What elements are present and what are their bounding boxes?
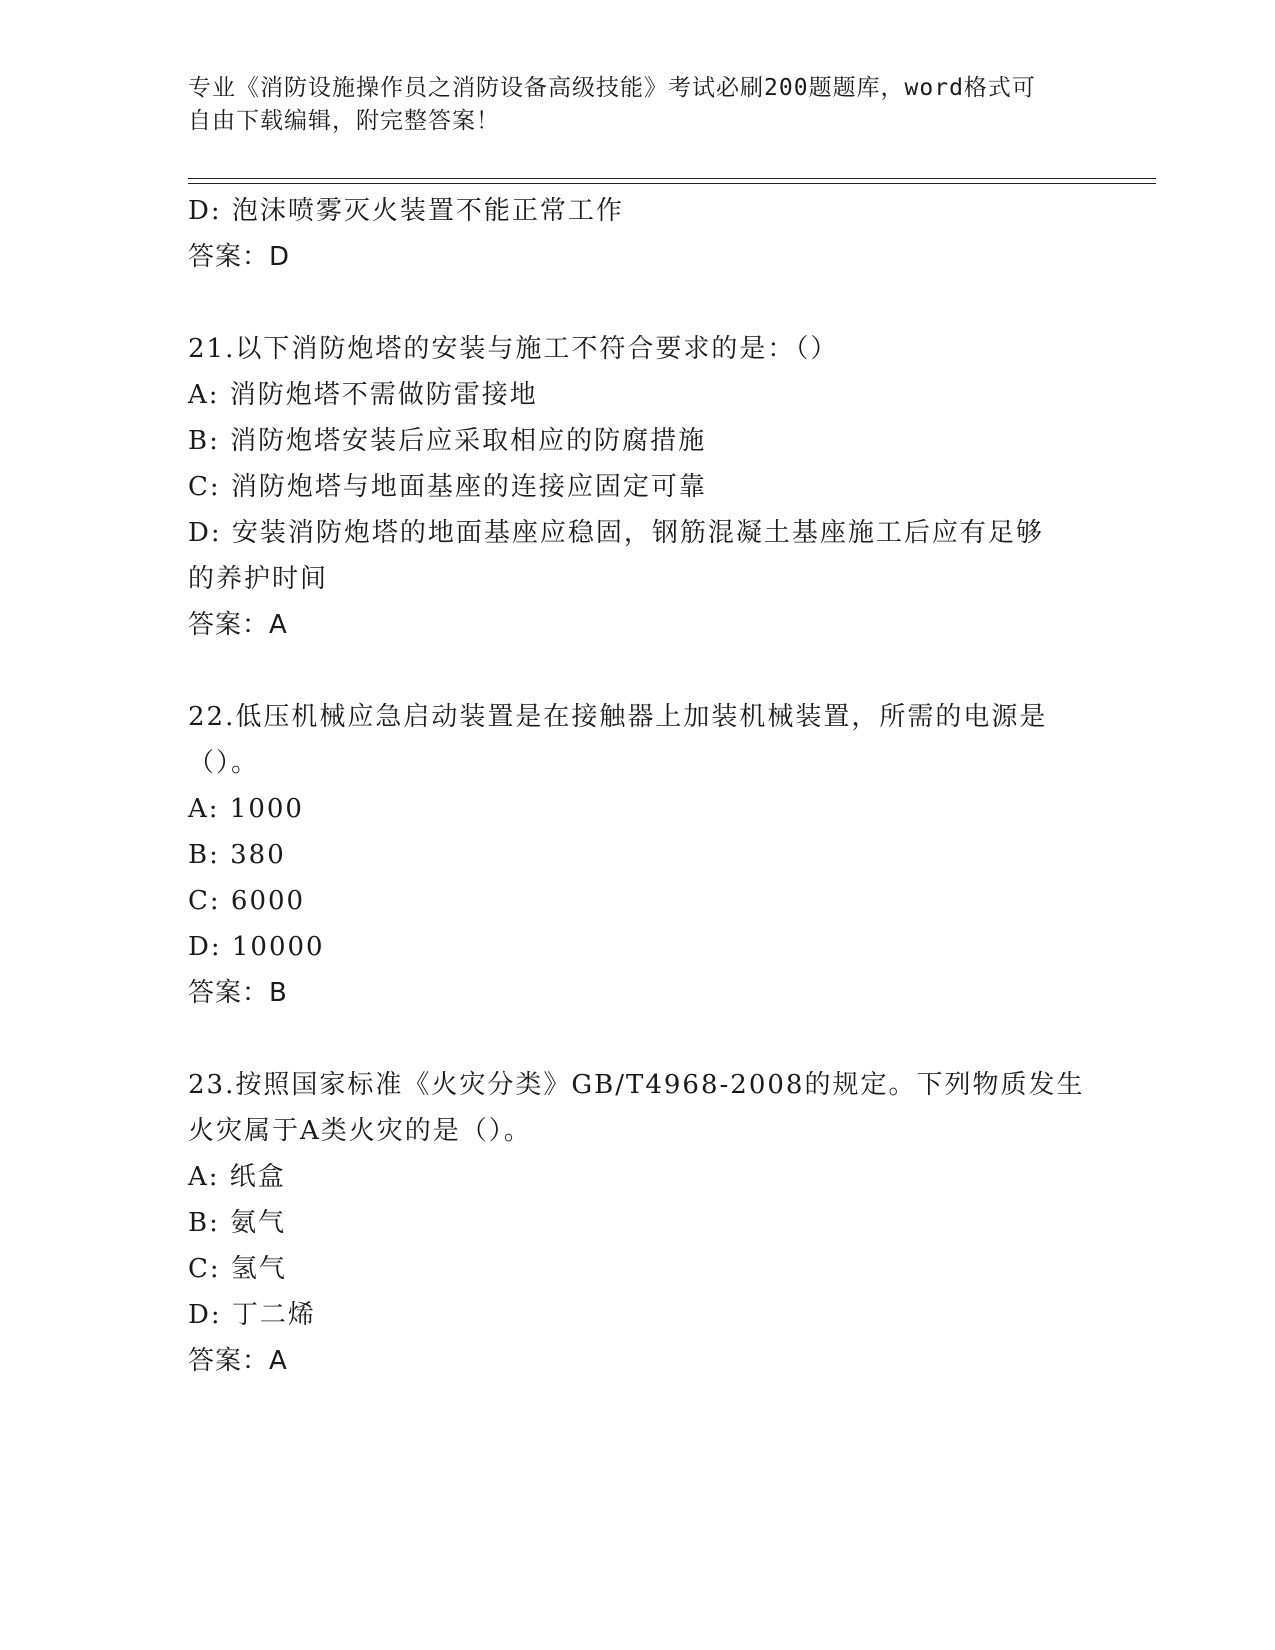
option-d-line-1: D: 安装消防炮塔的地面基座应稳固，钢筋混凝土基座施工后应有足够 — [188, 518, 1044, 548]
option-c: C: 6000 — [188, 886, 306, 916]
question-list — [188, 188, 1088, 1384]
question-21 — [188, 326, 1088, 648]
option-a: A: 消防炮塔不需做防雷接地 — [188, 380, 538, 410]
question-text-line-2: 火灾属于A类火灾的是（）。 — [188, 1116, 532, 1146]
option-c: C: 消防炮塔与地面基座的连接应固定可靠 — [188, 472, 707, 502]
header-divider-top — [188, 178, 1156, 179]
header-divider-bottom — [188, 183, 1156, 184]
option-b: B: 氨气 — [188, 1208, 287, 1238]
question-22 — [188, 694, 1088, 1016]
option-c: C: 氢气 — [188, 1254, 287, 1284]
spacer — [188, 648, 1088, 694]
option-d: D: 10000 — [188, 932, 325, 962]
question-text: 21.以下消防炮塔的安装与施工不符合要求的是：（） — [188, 334, 839, 364]
spacer — [188, 1016, 1088, 1062]
document-header — [188, 72, 1068, 138]
option-d-line-2: 的养护时间 — [188, 564, 329, 594]
option-a: A: 1000 — [188, 794, 304, 824]
question-text-line-1: 23.按照国家标准《火灾分类》GB/T4968-2008的规定。下列物质发生 — [188, 1070, 1085, 1100]
previous-question-tail — [188, 188, 1088, 280]
answer-line: 答案：A — [188, 1346, 288, 1376]
option-a: A: 纸盒 — [188, 1162, 286, 1192]
header-line-1: 专业《消防设施操作员之消防设备高级技能》考试必刷200题题库，word格式可 — [188, 75, 1036, 101]
header-line-2: 自由下载编辑，附完整答案！ — [188, 108, 500, 134]
question-text-line-1: 22.低压机械应急启动装置是在接触器上加装机械装置，所需的电源是 — [188, 702, 1048, 732]
answer-line: 答案：D — [188, 242, 291, 272]
question-23 — [188, 1062, 1088, 1384]
answer-line: 答案：B — [188, 978, 288, 1008]
spacer — [188, 280, 1088, 326]
answer-line: 答案：A — [188, 610, 288, 640]
option-b: B: 380 — [188, 840, 286, 870]
option-b: B: 消防炮塔安装后应采取相应的防腐措施 — [188, 426, 707, 456]
option-d: D: 丁二烯 — [188, 1300, 316, 1330]
question-text-line-2: （）。 — [188, 748, 260, 778]
option-d: D: 泡沫喷雾灭火装置不能正常工作 — [188, 196, 624, 226]
